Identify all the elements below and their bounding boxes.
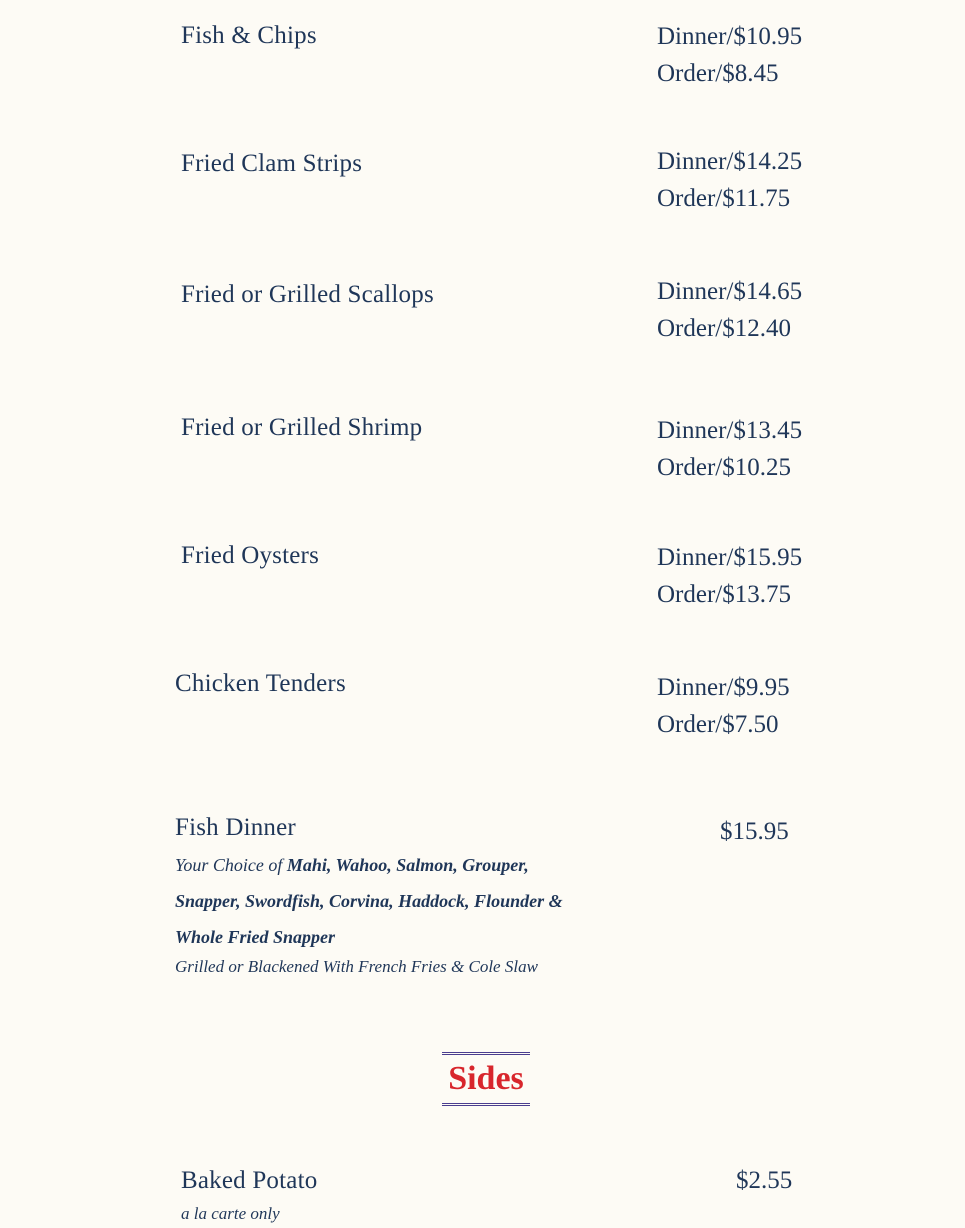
- side-item-note: a la carte only: [181, 1204, 280, 1223]
- side-item-price: $2.55: [736, 1167, 793, 1194]
- dinner-price: Dinner/$14.65: [657, 278, 803, 305]
- choice-list: Snapper, Swordfish, Corvina, Haddock, Flounder &: [175, 891, 563, 911]
- menu-item-prices: [657, 412, 802, 486]
- sides-section-header: [442, 1052, 530, 1106]
- menu-item-name: Chicken Tenders: [175, 670, 346, 697]
- fish-choices-line-3: [175, 919, 595, 955]
- order-price: Order/$11.75: [657, 185, 791, 212]
- menu-item-prices: [657, 273, 802, 347]
- fish-dinner-description: [175, 847, 595, 955]
- order-price: Order/$8.45: [657, 60, 779, 87]
- dinner-price: Dinner/$14.25: [657, 148, 803, 175]
- menu-item-prices: [657, 18, 802, 92]
- menu-item-prices: [657, 539, 802, 613]
- dinner-price: Dinner/$9.95: [657, 674, 790, 701]
- choice-list: Whole Fried Snapper: [175, 927, 336, 947]
- menu-item-prices: [657, 143, 802, 217]
- order-price: Order/$12.40: [657, 315, 791, 342]
- menu-item-name: Fried or Grilled Shrimp: [181, 414, 423, 441]
- dinner-price: Dinner/$15.95: [657, 544, 803, 571]
- side-item-name: Baked Potato: [181, 1167, 318, 1194]
- dinner-price: Dinner/$10.95: [657, 23, 803, 50]
- fish-choices-line-1: [175, 847, 595, 883]
- fish-dinner-note: Grilled or Blackened With French Fries & Cole Slaw: [175, 957, 538, 976]
- choice-list: Mahi, Wahoo, Salmon, Grouper,: [286, 855, 529, 875]
- menu-item-name: Fried Clam Strips: [181, 150, 363, 177]
- menu-item-prices: [657, 669, 790, 743]
- order-price: Order/$10.25: [657, 454, 791, 481]
- menu-item-name: Fish & Chips: [181, 22, 317, 49]
- dinner-price: Dinner/$13.45: [657, 417, 803, 444]
- choice-prefix: Your Choice of: [175, 855, 283, 875]
- order-price: Order/$13.75: [657, 581, 791, 608]
- fish-dinner-name: Fish Dinner: [175, 814, 296, 841]
- sides-title: Sides: [448, 1060, 524, 1097]
- menu-item-name: Fried or Grilled Scallops: [181, 281, 434, 308]
- order-price: Order/$7.50: [657, 711, 779, 738]
- fish-choices-line-2: [175, 883, 595, 919]
- fish-dinner-price: $15.95: [720, 818, 789, 845]
- menu-item-name: Fried Oysters: [181, 542, 320, 569]
